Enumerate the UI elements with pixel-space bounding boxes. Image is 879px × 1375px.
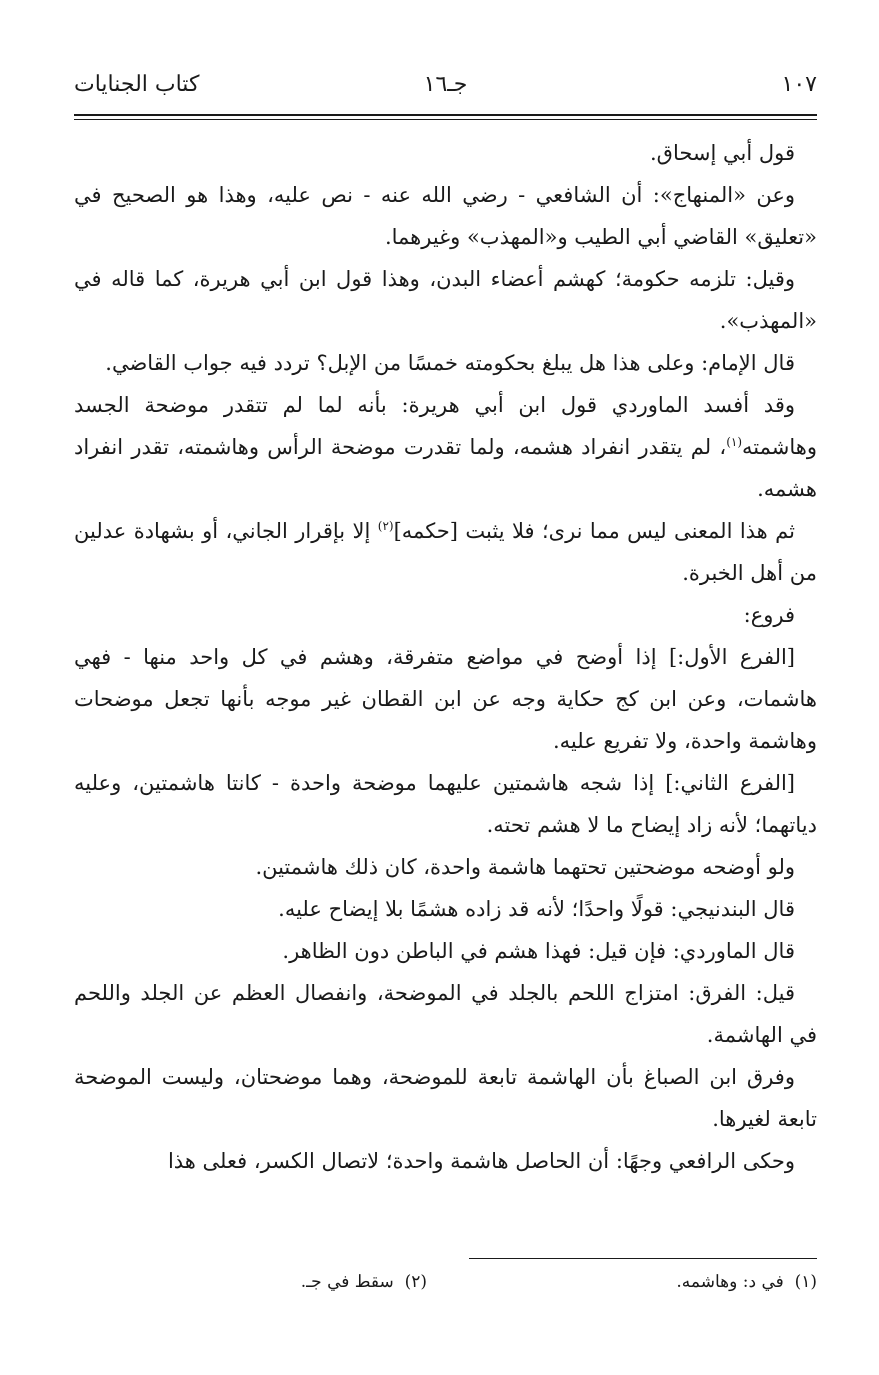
paragraph: قول أبي إسحاق. (649, 141, 795, 165)
footnote-ref: (١) (726, 435, 743, 449)
footnotes (74, 1266, 817, 1306)
paragraph: قيل: الفرق: امتزاج اللحم بالجلد في الموضحة، وانفصال العظم عن الجلد واللحم في الهاشمة. (74, 981, 817, 1047)
running-header (74, 68, 817, 108)
paragraph: [الفرع الثاني:] إذا شجه هاشمتين عليهما موضحة واحدة - كانتا هاشمتين، وعليه دياتهما؛ لأنه زاد إيضاح ما لا هشم تحته. (74, 771, 817, 837)
paragraph: قال الإمام: وعلى هذا هل يبلغ بحكومته خمسًا من الإبل؟ تردد فيه جواب القاضي. (105, 351, 795, 375)
footnote-separator (469, 1258, 817, 1259)
footnote-ref: (٢) (377, 519, 394, 533)
footnote-2 (301, 1272, 427, 1292)
paragraph: ولو أوضحه موضحتين تحتهما هاشمة واحدة، كان ذلك هاشمتين. (255, 855, 795, 879)
header-rule-thin (74, 119, 817, 120)
header-rule-thick (74, 114, 817, 116)
book-title: كتاب الجنايات (74, 72, 200, 97)
footnote-1-text: في د: وهاشمه. (676, 1272, 784, 1292)
paragraph-text: ، لم يتقدر انفراد هشمه، ولما تقدرت موضحة الرأس وهاشمته، تقدر انفراد هشمه. (74, 435, 817, 501)
paragraph: قال البندنيجي: قولًا واحدًا؛ لأنه قد زاده هشمًا بلا إيضاح عليه. (278, 897, 795, 921)
page-number: ١٠٧ (781, 72, 817, 97)
paragraph: وفرق ابن الصباغ بأن الهاشمة تابعة للموضحة، وهما موضحتان، وليست الموضحة تابعة لغيرها. (74, 1065, 817, 1131)
paragraph: قال الماوردي: فإن قيل: فهذا هشم في الباطن دون الظاهر. (282, 939, 795, 963)
footnote-2-marker: (٢) (404, 1272, 427, 1292)
footnote-1 (676, 1272, 817, 1292)
paragraph: [الفرع الأول:] إذا أوضح في مواضع متفرقة، وهشم في كل واحد منها - فهي هاشمات، وعن ابن كج حكاية وجه عن ابن القطان غير موجه بأنها تجعل موضحات وهاشمة واحدة، ولا تفريع عليه. (74, 645, 817, 753)
paragraph: وعن «المنهاج»: أن الشافعي - رضي الله عنه - نص عليه، وهذا هو الصحيح في «تعليق» القاضي أبي الطيب و«المهذب» وغيرهما. (74, 183, 817, 249)
paragraph-text: وقد أفسد الماوردي قول ابن أبي هريرة: بأنه لما لم تتقدر موضحة الجسد وهاشمته (74, 393, 817, 459)
paragraph-text: ثم هذا المعنى ليس مما نرى؛ فلا يثبت [حكمه] (393, 519, 796, 543)
paragraph (74, 510, 817, 594)
paragraph (74, 384, 817, 510)
body-text (74, 132, 817, 1244)
paragraph: فروع: (743, 603, 795, 627)
volume-label: جـ١٦ (423, 72, 468, 97)
paragraph-text: إلا بإقرار الجاني، أو بشهادة عدلين من أهل الخبرة. (74, 519, 817, 585)
footnote-1-marker: (١) (794, 1272, 817, 1292)
paragraph: وحكى الرافعي وجهًا: أن الحاصل هاشمة واحدة؛ لاتصال الكسر، فعلى هذا (167, 1149, 795, 1173)
footnote-2-text: سقط في جـ. (300, 1272, 394, 1292)
paragraph: وقيل: تلزمه حكومة؛ كهشم أعضاء البدن، وهذا قول ابن أبي هريرة، كما قاله في «المهذب». (74, 267, 817, 333)
